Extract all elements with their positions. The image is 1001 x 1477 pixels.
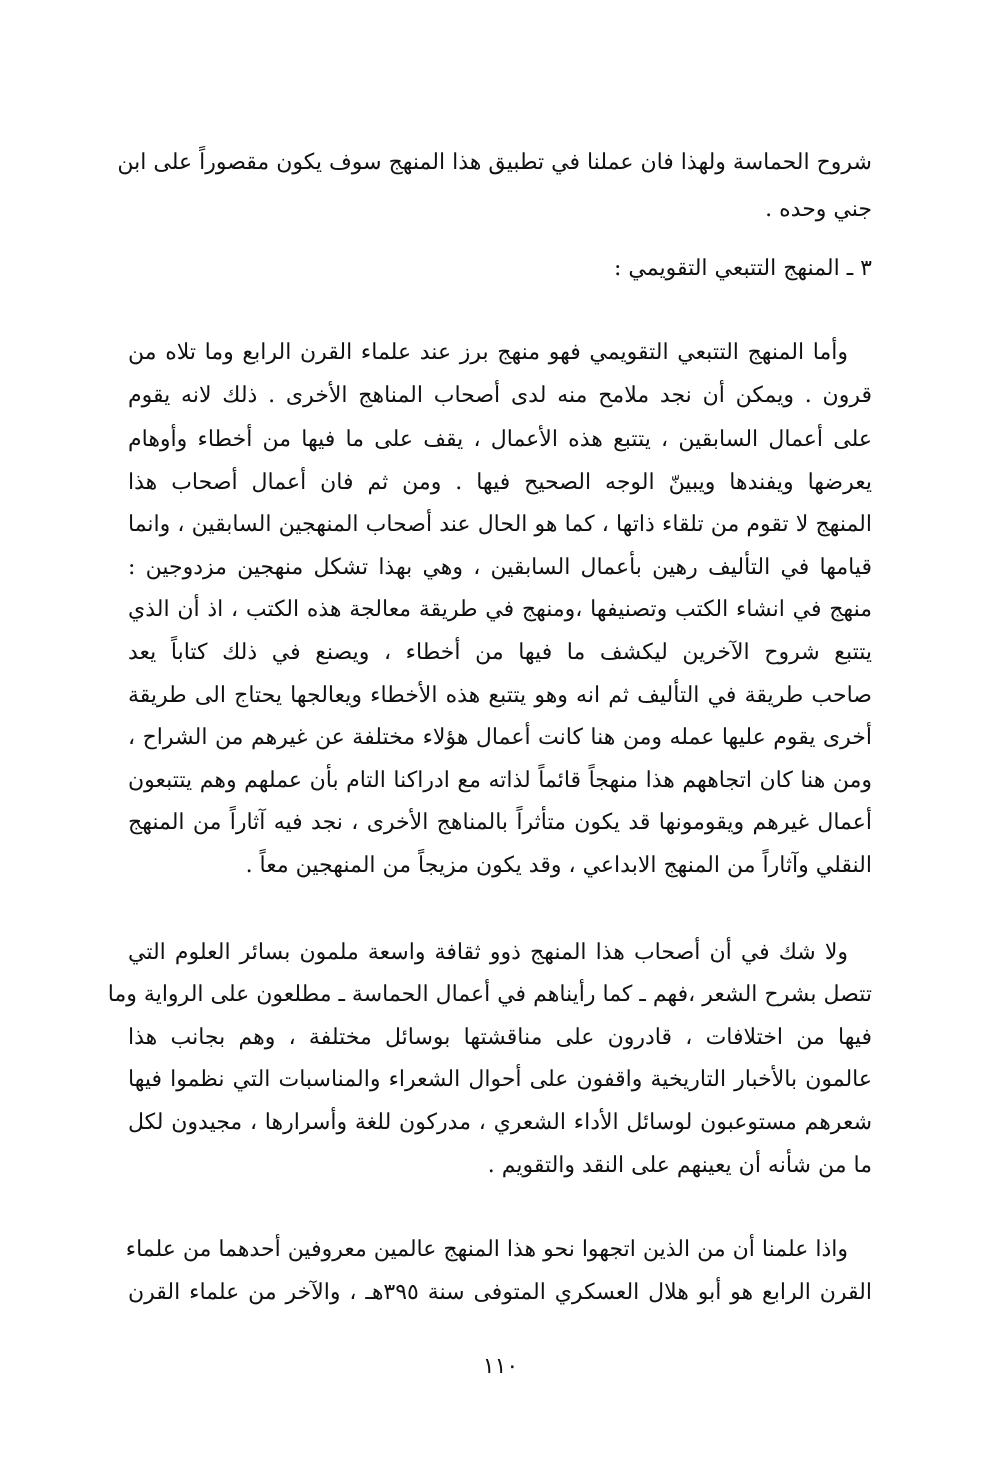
text-line: واذا علمنا أن من الذين اتجهوا نحو هذا المنهج عالمين معروفين أحدهما من علماء (125, 1237, 848, 1262)
text-line: قرون . ويمكن أن نجد ملامح منه لدى أصحاب المناهج الأخرى . ذلك لانه يقوم (128, 383, 872, 408)
text-line: أخرى يقوم عليها عمله ومن هنا كانت أعمال هؤلاء مختلفة عن غيرهم من الشراح ، (128, 725, 872, 750)
page-number: ١١٠ (482, 1354, 519, 1379)
text-line: صاحب طريقة في التأليف ثم انه وهو يتتبع هذه الأخطاء ويعالجها يحتاج الى طريقة (128, 683, 872, 708)
text-line: عالمون بالأخبار التاريخية واقفون على أحوال الشعراء والمناسبات التي نظموا فيها (128, 1067, 872, 1092)
section-heading: ٣ ـ المنهج التتبعي التقويمي : (614, 256, 872, 281)
text-line: النقلي وآثاراً من المنهج الابداعي ، وقد يكون مزيجاً من المنهجين معاً . (245, 853, 872, 878)
text-line: وأما المنهج التتبعي التقويمي فهو منهج برز عند علماء القرن الرابع وما تلاه من (128, 340, 848, 365)
text-line: ما من شأنه أن يعينهم على النقد والتقويم . (487, 1153, 872, 1178)
text-line: المنهج لا تقوم من تلقاء ذاتها ، كما هو الحال عند أصحاب المنهجين السابقين ، وانما (128, 512, 872, 537)
text-line: على أعمال السابقين ، يتتبع هذه الأعمال ، يقف على ما فيها من أخطاء وأوهام (128, 427, 872, 452)
text-line: القرن الرابع هو أبو هلال العسكري المتوفى سنة ٣٩٥هـ ، والآخر من علماء القرن (128, 1280, 872, 1305)
text-line: يعرضها ويفندها ويبينّ الوجه الصحيح فيها . ومن ثم فان أعمال أصحاب هذا (128, 470, 872, 495)
text-line: ولا شك في أن أصحاب هذا المنهج ذوو ثقافة واسعة ملمون بسائر العلوم التي (128, 940, 848, 965)
text-line: جني وحده . (765, 197, 872, 222)
text-line: شروح الحماسة ولهذا فان عملنا في تطبيق هذا المنهج سوف يكون مقصوراً على ابن (117, 150, 872, 175)
text-line: شعرهم مستوعبون لوسائل الأداء الشعري ، مدركون للغة وأسرارها ، مجيدون لكل (128, 1110, 872, 1135)
text-line: منهج في انشاء الكتب وتصنيفها ،ومنهج في طريقة معالجة هذه الكتب ، اذ أن الذي (128, 597, 872, 622)
text-line: ومن هنا كان اتجاههم هذا منهجاً قائماً لذاته مع ادراكنا التام بأن عملهم وهم يتتبعون (128, 768, 872, 793)
text-line: قيامها في التأليف رهين بأعمال السابقين ، وهي بهذا تشكل منهجين مزدوجين : (128, 555, 872, 580)
text-line: أعمال غيرهم ويقومونها قد يكون متأثراً بالمناهج الأخرى ، نجد فيه آثاراً من المنهج (128, 810, 872, 835)
text-line: يتتبع شروح الآخرين ليكشف ما فيها من أخطاء ، ويصنع في ذلك كتاباً يعد (128, 640, 872, 665)
text-line: فيها من اختلافات ، قادرون على مناقشتها بوسائل مختلفة ، وهم بجانب هذا (128, 1025, 872, 1050)
text-line: تتصل بشرح الشعر ،فهم ـ كما رأيناهم في أعمال الحماسة ـ مطلعون على الرواية وما (107, 982, 872, 1007)
